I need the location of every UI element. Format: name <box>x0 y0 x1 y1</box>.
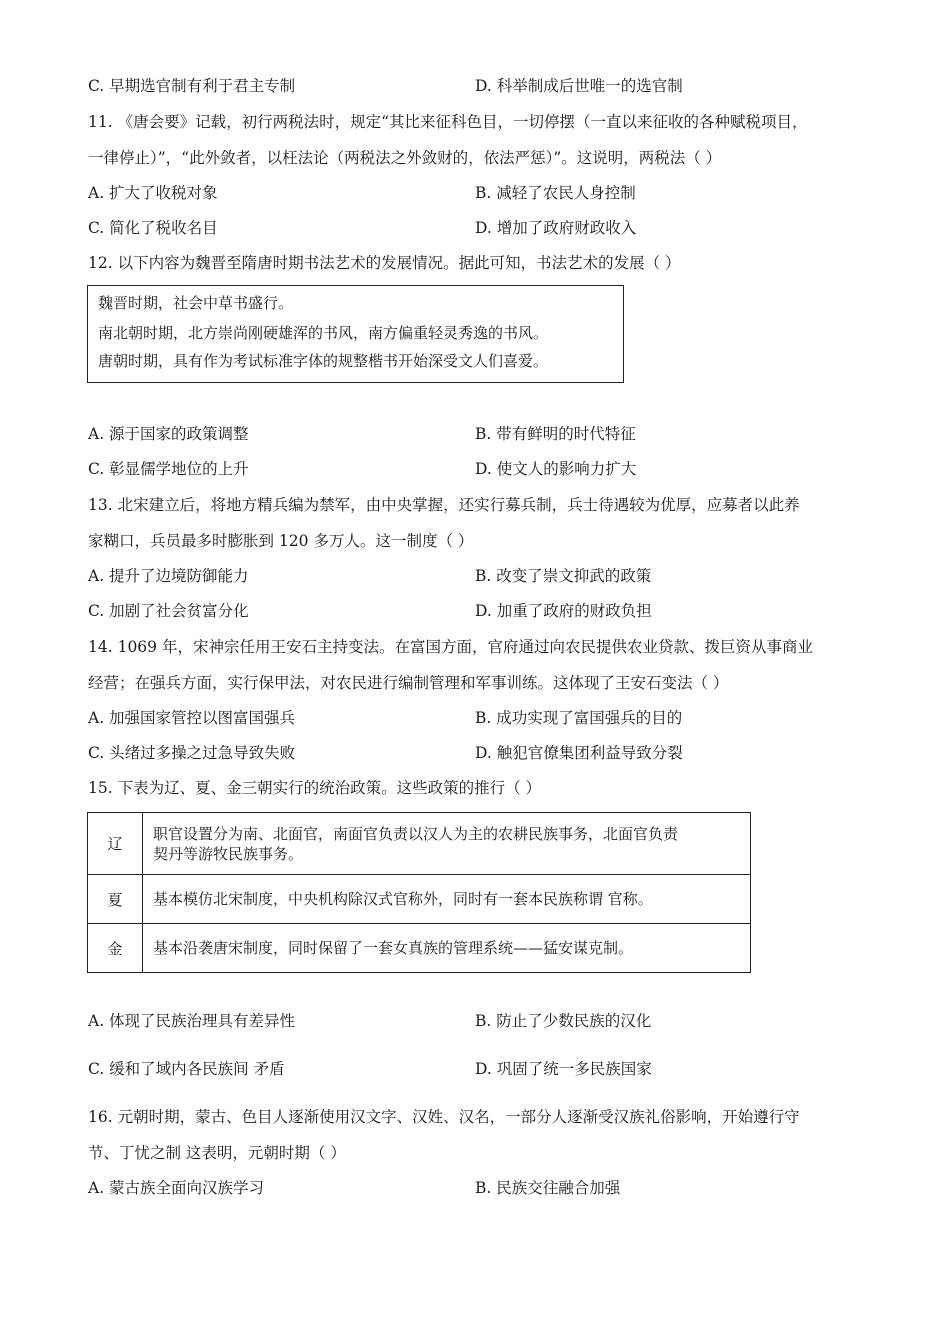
q10-option-c: C. 早期选官制有利于君主专制 <box>88 77 296 95</box>
q11-option-b: B. 减轻了农民人身控制 <box>475 184 636 202</box>
policy-text: 契丹等游牧民族事务。 <box>153 844 304 863</box>
table-row <box>88 924 751 973</box>
policy-text: 职官设置分为南、北面官，南面官负责以汉人为主的农耕民族事务，北面官负责 <box>153 824 679 843</box>
q13-stem-line2: 家糊口，兵员最多时膨胀到 120 多万人。这一制度（ ） <box>88 532 474 550</box>
q13-option-d: D. 加重了政府的财政负担 <box>475 602 652 620</box>
q13-stem-line1: 13. 北宋建立后，将地方精兵编为禁军，由中央掌握，还实行募兵制，兵士待遇较为优厚，应募者以此养 <box>88 496 800 514</box>
q14-option-c: C. 头绪过多操之过急导致失败 <box>88 744 296 762</box>
policy-cell: 基本模仿北宋制度，中央机构除汉式官称外，同时有一套本民族称谓 官称。 <box>143 875 751 924</box>
q16-stem-line1: 16. 元朝时期，蒙古、色目人逐渐使用汉文字、汉姓、汉名，一部分人逐渐受汉族礼俗影响，开始遵行守 <box>88 1108 800 1126</box>
q14-option-a: A. 加强国家管控以图富国强兵 <box>88 709 296 727</box>
q11-option-c: C. 简化了税收名目 <box>88 219 218 237</box>
q11-stem-line2: 一律停止）”，“此外敛者，以枉法论（两税法之外敛财的，依法严惩）”。这说明，两税法（ ） <box>88 149 722 167</box>
q12-material-line: 南北朝时期，北方崇尚刚硬雄浑的书风，南方偏重轻灵秀逸的书风。 <box>98 324 549 342</box>
q15-stem: 15. 下表为辽、夏、金三朝实行的统治政策。这些政策的推行（ ） <box>88 779 542 797</box>
dynasty-cell: 辽 <box>88 813 143 875</box>
q12-option-b: B. 带有鲜明的时代特征 <box>475 425 636 443</box>
q12-material-box <box>87 285 624 383</box>
q16-option-b: B. 民族交往融合加强 <box>475 1179 621 1197</box>
q12-stem: 12. 以下内容为魏晋至隋唐时期书法艺术的发展情况。据此可知，书法艺术的发展（ ） <box>88 254 681 272</box>
q14-option-d: D. 触犯官僚集团利益导致分裂 <box>475 744 683 762</box>
q10-option-d: D. 科举制成后世唯一的选官制 <box>475 77 683 95</box>
q11-stem-line1: 11. 《唐会要》记载，初行两税法时，规定“其比来征科色目，一切停摆（一直以来征收的各种赋税项目， <box>88 113 808 131</box>
q13-option-b: B. 改变了崇文抑武的政策 <box>475 567 652 585</box>
q12-material-line: 魏晋时期，社会中草书盛行。 <box>98 294 294 312</box>
q15-option-d: D. 巩固了统一多民族国家 <box>475 1060 652 1078</box>
q14-option-b: B. 成功实现了富国强兵的目的 <box>475 709 683 727</box>
q11-option-d: D. 增加了政府财政收入 <box>475 219 637 237</box>
q12-option-d: D. 使文人的影响力扩大 <box>475 460 637 478</box>
policy-cell: 基本沿袭唐宋制度，同时保留了一套女真族的管理系统——猛安谋克制。 <box>143 924 751 973</box>
q15-policy-table <box>87 812 751 973</box>
q12-material-line: 唐朝时期，具有作为考试标准字体的规整楷书开始深受文人们喜爱。 <box>98 352 549 370</box>
policy-cell <box>143 813 751 875</box>
q13-option-c: C. 加剧了社会贫富分化 <box>88 602 249 620</box>
q15-option-c: C. 缓和了域内各民族间 矛盾 <box>88 1060 285 1078</box>
q14-stem-line1: 14. 1069 年，宋神宗任用王安石主持变法。在富国方面，官府通过向农民提供农业贷款、拨巨资从事商业 <box>88 638 813 656</box>
q12-option-a: A. 源于国家的政策调整 <box>88 425 249 443</box>
q15-option-a: A. 体现了民族治理具有差异性 <box>88 1012 296 1030</box>
q14-stem-line2: 经营；在强兵方面，实行保甲法，对农民进行编制管理和军事训练。这体现了王安石变法（ ） <box>88 674 729 692</box>
q16-option-a: A. 蒙古族全面向汉族学习 <box>88 1179 265 1197</box>
dynasty-cell: 夏 <box>88 875 143 924</box>
table-row <box>88 875 751 924</box>
q15-option-b: B. 防止了少数民族的汉化 <box>475 1012 652 1030</box>
dynasty-cell: 金 <box>88 924 143 973</box>
q11-option-a: A. 扩大了收税对象 <box>88 184 218 202</box>
q12-option-c: C. 彰显儒学地位的上升 <box>88 460 249 478</box>
q16-stem-line2: 节、丁忧之制 这表明，元朝时期（ ） <box>88 1144 346 1162</box>
table-row <box>88 813 751 875</box>
q13-option-a: A. 提升了边境防御能力 <box>88 567 249 585</box>
